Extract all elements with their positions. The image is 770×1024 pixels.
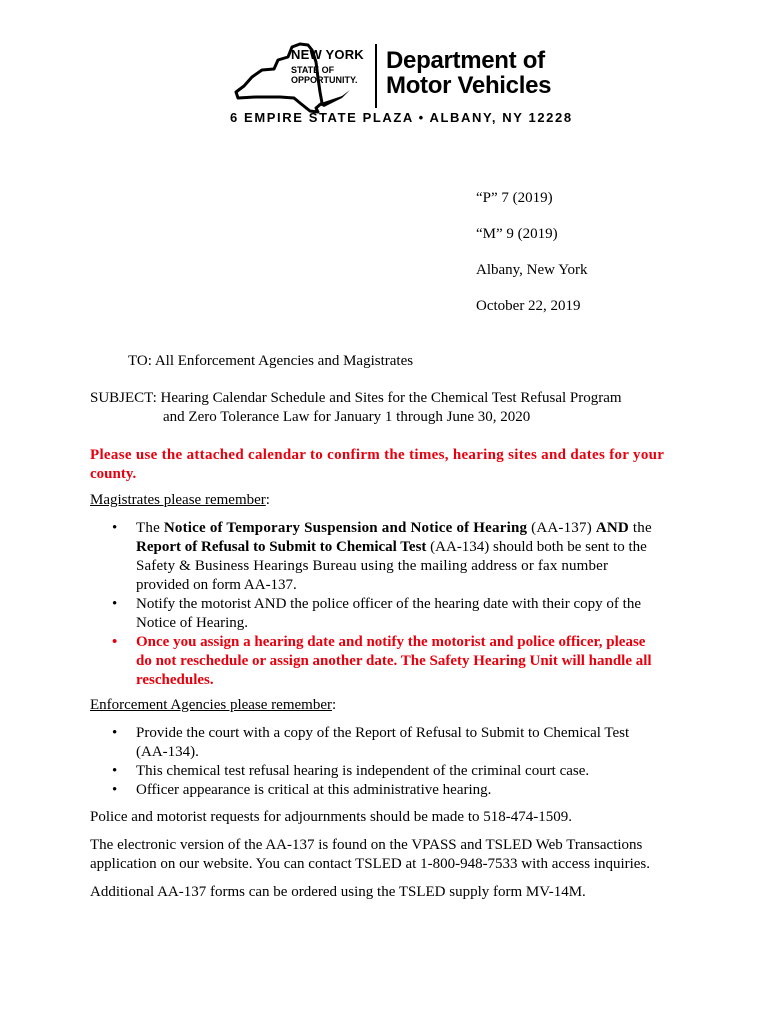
enforcement-item-3: Officer appearance is critical at this administrative hearing. [136,782,492,798]
agency-address: 6 EMPIRE STATE PLAZA • ALBANY, NY 12228 [230,110,573,125]
enforcement-heading-colon: : [331,697,337,713]
bullet-icon: • [112,596,118,612]
memo-place: Albany, New York [476,262,588,278]
state-tagline-line-1: STATE OF [291,65,335,75]
magistrates-heading-colon: : [265,492,270,508]
state-tagline [291,66,358,85]
agency-name-line-1: Department of [386,47,545,74]
enforcement-item-1-line-1: Provide the court with a copy of the Report of Refusal to Submit to Chemical Test [136,725,630,741]
text: (AA-137) [527,520,596,536]
calendar-notice-line-1: Please use the attached calendar to confirm the times, hearing sites and dates for your [90,447,665,463]
magistrates-item-3-line-1: Once you assign a hearing date and notify the motorist and police officer, please [136,634,646,650]
magistrates-item-2-line-2: Notice of Hearing. [136,615,249,631]
memo-subject-line-2: and Zero Tolerance Law for January 1 through June 30, 2020 [163,409,531,425]
enforcement-heading-text: Enforcement Agencies please remember [90,697,332,713]
electronic-paragraph-line-2: application on our website. You can contact TSLED at 1-800-948-7533 with access inquiries. [90,856,651,872]
enforcement-item-2: This chemical test refusal hearing is independent of the criminal court case. [136,763,590,779]
additional-forms-paragraph: Additional AA-137 forms can be ordered using the TSLED supply form MV-14M. [90,884,586,900]
memo-to: TO: All Enforcement Agencies and Magistrates [128,353,414,369]
report-title: Report of Refusal to Submit to Chemical Test [136,539,427,555]
memo-number-m: “M” 9 (2019) [476,226,558,242]
text: (AA-134) should both be sent to the [426,539,647,555]
agency-name-line-2: Motor Vehicles [386,72,552,99]
calendar-notice-line-2: county. [90,466,137,482]
memo-number-p: “P” 7 (2019) [476,190,553,206]
adjournments-paragraph: Police and motorist requests for adjournments should be made to 518-474-1509. [90,809,572,825]
electronic-paragraph-line-1: The electronic version of the AA-137 is found on the VPASS and TSLED Web Transactions [90,837,643,853]
magistrates-heading-text: Magistrates please remember [90,492,266,508]
magistrates-item-1-line-2 [136,538,647,557]
magistrates-item-1-line-3: Safety & Business Hearings Bureau using the mailing address or fax number [136,558,609,574]
letterhead-divider [375,44,377,108]
memo-subject-line-1: SUBJECT: Hearing Calendar Schedule and Sites for the Chemical Test Refusal Program [90,390,622,406]
magistrates-item-3-line-2: do not reschedule or assign another date. The Safety Hearing Unit will handle all [136,653,652,669]
bullet-icon: • [112,782,118,798]
notice-title: Notice of Temporary Suspension and Notice of Hearing [163,520,528,536]
magistrates-heading [90,491,270,510]
bullet-icon: • [112,763,118,779]
magistrates-item-2-line-1: Notify the motorist AND the police officer of the hearing date with their copy of the [136,596,641,612]
text: The [136,520,164,536]
magistrates-item-1-line-4: provided on form AA-137. [136,577,297,593]
state-tagline-line-2: OPPORTUNITY. [291,74,358,85]
memo-date: October 22, 2019 [476,298,581,314]
bullet-icon: • [112,634,118,650]
state-name: NEW YORK [291,47,364,62]
bullet-icon: • [112,520,118,536]
agency-name [386,48,551,98]
magistrates-item-1-line-1 [136,519,652,538]
enforcement-heading [90,696,336,715]
bullet-icon: • [112,725,118,741]
enforcement-item-1-line-2: (AA-134). [136,744,199,760]
emphasis-and: AND [595,520,629,536]
text: the [628,520,652,536]
magistrates-item-3-line-3: reschedules. [136,672,214,688]
